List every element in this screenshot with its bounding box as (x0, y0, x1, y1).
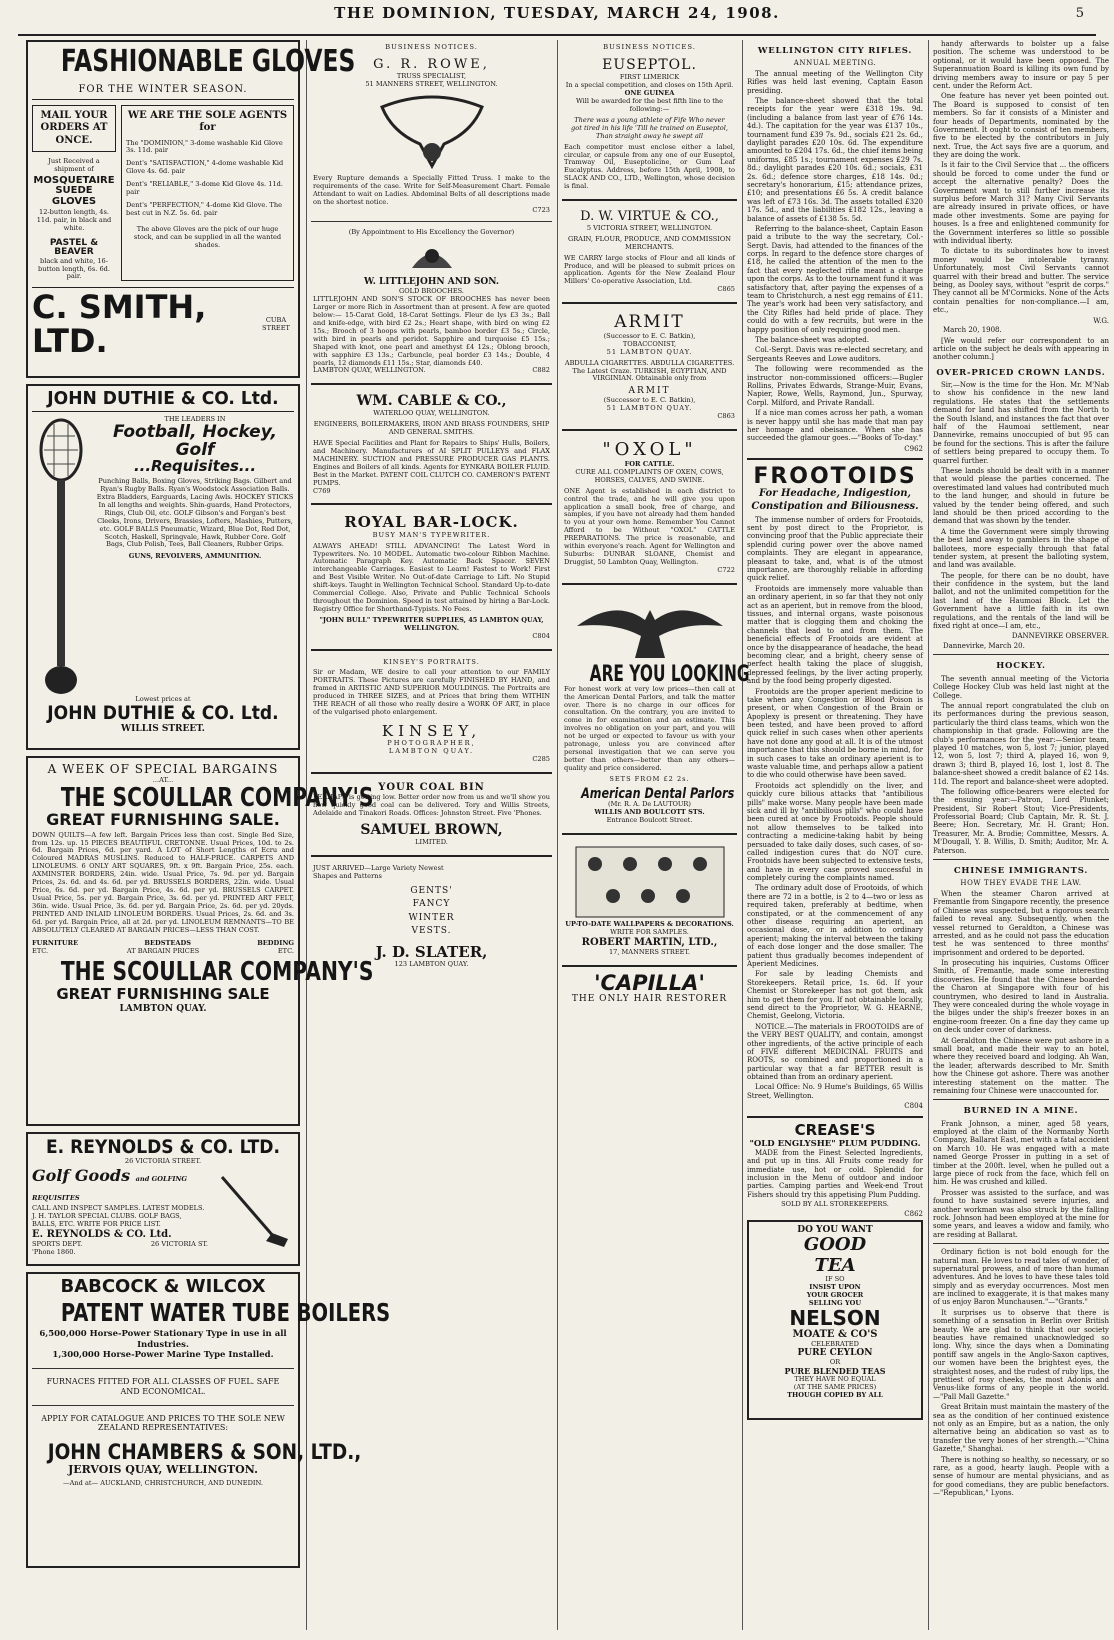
glove-item: The "DOMINION," 3-dome washable Kid Glove 3s. 11d. pair (126, 138, 283, 155)
glove-item: Dent's "RELIABLE," 3-dome Kid Glove 4s. 11d. pair (126, 180, 283, 197)
oxol-body: ONE Agent is established in each district to control the trade, and he will give you upon application a small book, free of charge, and samples, if you have not already had them handed to you at your own home. Remember You Cannot Afford to be Without "OXOL" CATTLE PREPARATIONS. The price is reasonable, and within everyone's reach. Agent for Wellington and Suburbs: DUNBAR SLOANE, Chemist and Druggist, 50 Lambton Quay, Wellington. (564, 486, 735, 566)
euseptol-limerick: FIRST LIMERICK (619, 73, 680, 82)
euseptol-name: EUSEPTOL. (602, 57, 697, 74)
dental-body: For honest work at very low prices—then call at the American Dental Parlors, and talk the matter over. There is no charge in our offices for consultation. On the contrary, you are invited to come in for examination and an estimate. This involves no obligation on your part, and you will not be urged or expected to favour us with your patronage, unless you are convinced after personal investigation that we can serve you better than others—better than any others—quality and price considered. (564, 684, 735, 772)
oxol-sub: CURE ALL COMPLAINTS OF OXEN, COWS, HORSES, CALVES, AND SWINE. (575, 467, 724, 484)
duthie-body: Punching Balls, Boxing Gloves, Striking Bags. Gilbert and Ryan's Rugby Balls. Ryan's Woodstock Association Balls. Extra Bladders, Earguards, Lacing Awls. HOCKEY STICKS In all lengths and weights. Shin-guards, Hand Protectors, Rings, Club Oil, etc. GOLF Gibson's and Forgan's best Cleeks, Irons, Drivers, Brassies, Lofters, Mashies, Putters, etc. GOLF BALLS Pneumatic, Wizard, Blue Dot, Red Dot, Scotch, Haskell, Springvale, Hawk, Rubber Core. Golf Bags, Club Polish, Tees, Ball Cleaners, Rubber Grips. (96, 477, 294, 549)
stationary-line: 6,500,000 Horse-Power Stationary Type in use in all Industries. (39, 1329, 287, 1350)
coal-head: YOUR COAL BIN (378, 781, 485, 793)
truss-icon (372, 92, 492, 172)
euseptol-ad (562, 54, 737, 194)
column-4 (747, 40, 923, 1630)
tea-line: PURE CEYLON (797, 1348, 873, 1359)
martin-ad (562, 840, 737, 960)
tennis-racket-icon (32, 416, 90, 696)
lowest-prices: Lowest prices at (135, 694, 191, 703)
tea-line: CELEBRATED (811, 1339, 859, 1348)
gloves-note: The above Gloves are the pick of our huge stock, and can be supplied in all the wanted shades. (133, 224, 282, 249)
gloves-title: FASHIONABLE GLOVES (60, 44, 356, 79)
tea-line: INSIST UPON (809, 1283, 861, 1292)
paragraph: handy afterwards to bolster up a false position. The scheme was understood to be optional, or it would have been opposed. The Superannuation Board is killing its own fund by driving members away to insure or pay 5 per cent. under the Reform Act. (933, 40, 1109, 90)
euseptol-body: Each competitor must enclose either a label, circular, or capsule from any one of our Euseptol, Tramway Oil, Euseptolicine, or Gum Leaf Eucalyptus. Address, before 15th April, 1908, to SLACK AND CO., LTD., Wellington, whose decision is final. (564, 142, 735, 191)
glove-item: Dent's "SATISFACTION," 4-dome washable Kid Glove 4s. 6d. pair (126, 159, 284, 176)
paragraph: The people, for there can be no doubt, have their confidence in the system, but the land ballot, and not the unlimited competition for the last land of the Haumoai Block. Let the Government have a little faith in its own regulations, and the rentals of the land will be fixed right at once—I am, etc., (933, 571, 1109, 631)
wallpaper-pattern-icon (575, 846, 725, 918)
babcock-name: BABCOCK & WILCOX (60, 1276, 266, 1297)
barlock-code: C804 (532, 631, 550, 640)
paragraph: When the steamer Charon arrived at Fremantle from Singapore recently, the presence of Chinese was suspected, but a rigorous search failed to reveal any. Subsequently, when the vessel returned to Geraldton, a Chinese was arrested, and as he could not pass the education test he was sentenced to three months' imprisonment and ordered to be deported. (933, 889, 1109, 957)
cable-name: WM. CABLE & CO., (356, 393, 507, 410)
slater-body: JUST ARRIVED—Large Variety Newest Shapes and Patterns (313, 863, 444, 880)
cable-address: WATERLOO QUAY, WELLINGTON. (373, 409, 490, 418)
armit-body: ABDULLA CIGARETTES. ABDULLA CIGARETTES. The Latest Craze. TURKISH, EGYPTIAN, AND VIRGINIAN. Obtainable only from (564, 358, 735, 383)
paragraph: Frootoids act splendidly on the liver, and quickly cure bilious attacks that "antibilious pills" make worse. Many people have been made sick and ill by "antibilious pills" who could have been cured at once by Frootoids. People should not allow themselves to be talked into contracting a medicine-taking habit by being persuaded to take daily doses, such cases, of so-called indigestion cures that do NOT cure. Frootoids have been subjected to extensive tests, and have in every case proved successful in completely curing the complaints named. (747, 781, 923, 883)
scoullar-ad (26, 756, 374, 1126)
paragraph: The annual meeting of the Wellington City Rifles was held last evening, Captain Eason presiding. (747, 69, 923, 95)
slater-address: 123 LAMBTON QUAY. (394, 959, 469, 968)
armit-trade: TOBACCONIST, (622, 339, 677, 348)
crease-sold: SOLD BY ALL STOREKEEPERS. (781, 1200, 889, 1209)
tea-line: TEA (814, 1254, 856, 1276)
scoullar-at: ...AT... (152, 775, 174, 784)
willis-street: WILLIS STREET. (121, 723, 205, 734)
barlock-ad (311, 510, 552, 643)
mail-order-box: MAIL YOUR ORDERS AT ONCE. (32, 105, 116, 152)
frootoids-code: C804 (904, 1102, 923, 1111)
kinsey-code: C285 (532, 755, 550, 763)
littlejohn-name: W. LITTLEJOHN AND SON. (363, 277, 499, 288)
street-1: CUBA (265, 316, 287, 325)
column-divider (742, 40, 743, 1630)
page-number: 5 (1075, 6, 1084, 21)
paragraph: The ordinary adult dose of Frootoids, of which there are 72 in a bottle, is 2 to 4—two or less as required taken, preferably at bedtime, when constipated, or at the commencement of any other disease requiring an aperient, an occasional dose, or in addition to ordinary aperient; making the interval between the taking of each dose longer and the dose smaller. The patient thus gradually becomes independent of Aperient Medicines. (747, 884, 923, 968)
scoullar-address: LAMBTON QUAY. (119, 1004, 207, 1015)
gold-brooches: GOLD BROOCHES. (398, 287, 465, 296)
virtue-body: WE CARRY large stocks of Flour and all kinds of Produce, and will be pleased to submit prices on application. Agents for the New Zealand Flour Millers' Co-operative Association, Ltd. (564, 253, 735, 286)
dental-ad (562, 590, 750, 828)
paragraph: Col.-Sergt. Davis was re-elected secretary, and Sergeants Reeves and Lowe auditors. (747, 346, 923, 363)
dateline: Dannevirke, March 20. (943, 641, 1025, 650)
crest-icon (407, 240, 457, 274)
paragraph: Ordinary fiction is not bold enough for the natural man. He loves to read tales of wonder, of supernatural prowess, and of more than human adventures. And he loves to have these tales told simply and as everyday occurrences. Most men are inclined to exaggerate, it is that makes many of us enjoy Baron Munchausen."—"Grants." (933, 1248, 1109, 1307)
chinese-headline: CHINESE IMMIGRANTS. (953, 866, 1089, 877)
barlock-firm: "JOHN BULL" TYPEWRITER SUPPLIES, 45 LAMBTON QUAY, WELLINGTON. (319, 615, 544, 632)
paragraph: Frank Johnson, a miner, aged 58 years, employed at the claim of the Normanby North Company, Ballarat East, met with a fatal accident on March 10. He was engaged with a mate named George Prosser in putting in a set of timber at the 200ft. level, when he pulled out a large piece of rock from the face, which fell on him. He was crushed and killed. (933, 1119, 1109, 1187)
rowe-ad (311, 54, 552, 217)
paragraph: To dictate to its subordinates how to invest money would be intolerable tyranny. Unfortunately, most Civil Servants cannot quarrel with their bread and butter. The service being, as Dooley says, without "esprit de corps." They cannot all be M'Cormicks. None of the Acts contain penalties for non-compliance.—I am, etc., (933, 247, 1109, 315)
oxol-ad (562, 436, 737, 578)
oxol-name: "OXOL" (602, 439, 697, 461)
business-notices-header-2: BUSINESS NOTICES. (603, 43, 696, 51)
editor-note: [We would refer our correspondent to an article on the subject he deals with appearing in another column.] (933, 336, 1109, 362)
virtue-code: C865 (717, 285, 735, 294)
paragraph: There is nothing so healthy, so necessary, or so rare, as a good, hearty laugh. People with a sense of humour are mental physicians, and as for good comedians, they are public benefactors.—"Republican," Lyons. (933, 1455, 1109, 1498)
duthie-title: JOHN DUTHIE & CO. Ltd. (32, 390, 294, 412)
slater-item: VESTS. (411, 926, 452, 937)
dental-entrance: Entrance Boulcott Street. (606, 816, 693, 825)
slater-item: WINTER (408, 912, 455, 923)
paragraph: At Geraldton the Chinese were put ashore in a small boat, and made their way to an hotel, where they received board and lodging. Ah Wan, the leader, afterwards described to Mr. Smith how the Chinese got ashore. There was another interesting statement on the matter. The remaining four Chinese were unaccounted for. (933, 1036, 1109, 1095)
furnaces-line: FURNACES FITTED FOR ALL CLASSES OF FUEL. SAFE AND ECONOMICAL. (46, 1377, 280, 1396)
cable-trade: ENGINEERS, BOILERMAKERS, IRON AND BRASS FOUNDERS, SHIP AND GENERAL SMITHS. (313, 420, 550, 437)
kinsey-address: LAMBTON QUAY. (388, 747, 475, 756)
tea-line: PURE BLENDED TEAS (784, 1365, 886, 1376)
littlejohn-code: C882 (532, 366, 550, 375)
rifles-code: C962 (904, 444, 923, 453)
reynolds-name: E. REYNOLDS & CO. LTD. (45, 1136, 281, 1158)
scoullar-sale-2: GREAT FURNISHING SALE (56, 984, 270, 1003)
barlock-body: ALWAYS AHEAD! STILL ADVANCING! The Latest Word in Typewriters. No. 10 MODEL. Automatic two-colour Ribbon Machine. Automatic Paragraph Key. Automatic Back Spacer. SEVEN interchangeable Carriages. Easiest to Learn! Fastest to Work! First and Best Visible Writer. No Out-of-date Carriage to Lift. No Stupid shift-keys. Taught in Wellington Technical School. Standard Up-to-date Commercial College. Also, Private and Public Technical Schools throughout the Dominion. Speed in test attained by hiring a Bar-Lock. Registry Office for Shorthand-Typists. No Fees. (313, 541, 551, 613)
mosquetaire-title: MOSQUETAIRE SUEDE GLOVES (33, 174, 115, 207)
at-bargain-prices: AT BARGAIN PRICES (126, 947, 200, 956)
virtue-address: 5 VICTORIA STREET, WELLINGTON. (586, 223, 713, 232)
column-divider (928, 40, 929, 1630)
armit-successor: (Successor to E. C. Batkin), (603, 331, 696, 340)
coal-body: PERHAPS is getting low. Better order now from us and we'll show you how quickly good coal can be delivered. Tory and Willis Streets, Adelaide and Tinakori Roads. Offices: Johnston Street. Five 'Phones. (313, 793, 550, 817)
signature: DANNEVIRKE OBSERVER. (1011, 632, 1109, 641)
requisites: ...Requisites... (133, 457, 257, 476)
frootoids-name: FROOTOIDS (753, 464, 917, 490)
virtue-ad (562, 206, 737, 297)
kinsey-trade: PHOTOGRAPHER, (387, 739, 476, 748)
littlejohn-body: LITTLEJOHN AND SON'S STOCK OF BROOCHES has never been Larger or more Rich in Assortment than at present. A few are quoted below:— 15-Carat Gold, 18-Carat Settings. Fleur de lys £3 3s.; Ball and knife-edge, with bird £2 2s.; Heart shape, with bird on wing £2 15s.; Brooch of 3 hoops with pearls, bamboo border £3 5s.; Circle, with bird in pearls and peridot. Sapphire and turquoise £5 15s.; Shaped with knot, one pearl and amethyst £4 12s.; Oblong brooch, with sapphire £3 13s.; Carbuncle, peal border £3 14s.; Double, 4 pearls, 12 diamonds £11 15s.; Star, diamonds £40. (313, 295, 550, 367)
tea-line: THEY HAVE NO EQUAL (794, 1374, 876, 1383)
martin-wallpapers: UP-TO-DATE WALLPAPERS & DECORATIONS. (565, 920, 734, 929)
tea-line: IF SO (825, 1275, 845, 1284)
oxol-for: FOR CATTLE. (624, 459, 675, 468)
column-divider (557, 40, 558, 1630)
cable-ad (311, 390, 552, 498)
virtue-trade: GRAIN, FLOUR, PRODUCE, AND COMMISSION MERCHANTS. (567, 234, 732, 251)
barlock-name: ROYAL BAR-LOCK. (344, 513, 519, 532)
paragraph: Great Britain must maintain the mastery of the sea as the condition of her continued existence not only as an Empire, but as a nation, the only alternative being an abdication so vast as to transfer the very bones of her strength.—"China Gazette," Shanghai. (933, 1403, 1109, 1454)
paragraph: It surprises us to observe that there is something of a sensation in Berlin over British beauty. We are glad to think that our society beauties have remained unacknowledged so long. Why, since the days when a Dominating pontiff saw angels in the Anglo-Saxon captives, our women have been the brightest eyes, the straightest noses, and the rudest of ruby lips, the prettiest of rosy cheeks, the most Adonis and Venus-like forms of any people in the world.—"Pall Mall Gazette." (933, 1308, 1109, 1401)
chambers-branches: —And at— AUCKLAND, CHRISTCHURCH, AND DUNEDIN. (63, 1478, 263, 1487)
slater-item: GENTS' (410, 885, 453, 896)
reynolds-ad (26, 1132, 300, 1266)
column-divider (306, 40, 307, 1630)
slater-item: FANCY (412, 899, 451, 910)
crease-name: CREASE'S (794, 1120, 876, 1139)
duthie-ad (26, 384, 300, 750)
cable-code: C769 (313, 486, 331, 495)
armit-name-2: ARMIT (628, 386, 671, 397)
rowe-trade: TRUSS SPECIALIST, (396, 72, 467, 81)
paragraph: In prosecuting his inquiries, Customs Officer Smith, of Fremantle, made some interesting discoveries. He found that the Chinese boarded the Charon at Singapore with four of his countrymen, who desired to land in Australia. They were concealed during the whole voyage in the bilges under the ship's freezer boxes in an engine-room freezer. On a fine day they came up on deck under cover of darkness. (933, 959, 1109, 1035)
rowe-address: 51 MANNERS STREET, WELLINGTON. (365, 80, 498, 89)
furniture: FURNITURE (32, 939, 79, 948)
paragraph: NOTICE.—The materials in FROOTOIDS are of the VERY BEST QUALITY, and contain, amongst other ingredients, of the active principle of each of FIVE different MEDICINAL FRUITS and ROOTS, so combined and proportioned in a particular way that a far BETTER result is obtained than from an ordinary aperient. (747, 1022, 923, 1082)
littlejohn-ad (311, 226, 552, 378)
scoullar-name-2: THE SCOULLAR COMPANY'S (60, 957, 374, 988)
bedsteads: BEDSTEADS (144, 939, 191, 948)
tea-line: YOUR GROCER (806, 1291, 864, 1300)
reynolds-address: 26 VICTORIA ST. (150, 1239, 208, 1248)
business-notices-header: BUSINESS NOTICES. (385, 43, 478, 51)
rifles-subhead: ANNUAL MEETING. (793, 59, 877, 68)
paragraph: The following were recommended as the instructor non-commissioned officers:—Bugler Rollins, Privates Edwards, Strange-Muir, Evans, Napier, Rowe, Wells, Raymond, Jun., Spurway, Corpl. Milford, and Private Randall. (747, 365, 923, 407)
babcock-ad (26, 1272, 391, 1568)
masthead-rule (18, 34, 1096, 36)
paragraph: The annual report congratulated the club on its performances during the previous season, particularly the third class teams, which won the championship in that grade. Following are the club's performances for the year:—Senior team, played 10 matches, won 5, lost 7; junior, played 12, won 5, lost 7; third A, played 16, won 9, drawn 3; third B, played 16, lost 1, lost 8. The balance-sheet showed a credit balance of £2 14s. 11d. The report and balance-sheet were adopted. (933, 702, 1109, 786)
are-you-looking: ARE YOU LOOKING (589, 661, 750, 687)
pastel-detail: black and white, 16-button length, 6s. 6d. pair. (38, 256, 110, 281)
paragraph: Sir,—Now is the time for the Hon. Mr. M'Nab to show his confidence in the new land regulations. He states that the settlements demand for land has shifted from the North to the South Island, and instances the fact that over half of the Haumoai settlement, near Dannevirke, remains unoccupied of but 95 can be found for the sections. This is after the failure of settlers being prepared to occupy them. To quarrel further. (933, 381, 1109, 465)
paragraph: The immense number of orders for Frootoids, sent by post direct to the Proprietor, is convincing proof that the Public appreciate their splendid curing power over the above named complaints. They are elegant in appearance, pleasant to take, and, what is of the utmost importance, are thoroughly reliable in affording quick relief. (747, 515, 923, 583)
slater-firm: J. D. SLATER, (375, 942, 488, 961)
scoullar-body: DOWN QUILTS—A few left. Bargain Prices less than cost. Single Bed Size, from 12s. up. 15 PIECES BEAUTIFUL CRETONNE. Usual Prices, 10d. to 2s. 6d. Bargain Prices, 6d. per yard. A LOT of Short Lengths of Ecru and Coloured MADRAS MUSLINS. Reduced to HALF-PRICE. CARPETS AND LINOLEUMS. 6 ONLY ART SQUARES, 9ft. x 9ft. Bargain Price, 25s. each. AXMINSTER BORDERS, 24in. wide. Usual Price, 7s. 9d. per yd. Bargain Prices, 2s. 6d. and 4s. 6d. per yd. BRUSSELS BORDERS, 22in. wide. Usual Price, 6s. 6d. per yd. Bargain Price, 4s. 6d. per yd. BRUSSELS CARPET. Usual Price, 5s. per yd. Bargain Price, 3s. 6d. per yd. PRINTED ART FELT, 36in. wide. Usual Price, 3s. 6d. per yd. Bargain Price, 2s. 6d. per yd. 20yds. PRINTED AND INLAID LINOLEUM BORDERS. Usual Prices, 2s. 6d. and 3s. 6d. per yd. Bargain Price, all at 2d. per yd. LINOLEUM REMNANTS—TO BE ABSOLUTELY CLEARED AT BARGAIN PRICES—LESS THAN COST. (32, 830, 294, 934)
virtue-name: D. W. VIRTUE & CO., (580, 209, 719, 225)
nelson-tea-ad (747, 1220, 923, 1420)
armit-name: ARMIT (614, 312, 685, 333)
rowe-body: Every Rupture demands a Specially Fitted Truss. I make to the requirements of the case. Write for Self-Measurement Chart. Female Attendant to wait on Ladies. Abdominal Belts of all descriptions made on the shortest notice. (313, 173, 550, 206)
paragraph: Prosser was assisted to the surface, and was found to have sustained severe injuries, and another workman was also struck by the falling rock. Johnson had been employed at the mine for some years, and leaves a widow and family, who are residing at Ballarat. (933, 1188, 1109, 1239)
armit-code: C863 (717, 412, 735, 421)
reynolds-body: CALL AND INSPECT SAMPLES. LATEST MODELS. J. H. TAYLOR SPECIAL CLUBS. GOLF BAGS, BALLS, ETC. WRITE FOR PRICE LIST. (32, 1203, 205, 1228)
martin-samples: WRITE FOR SAMPLES. (610, 927, 689, 936)
paragraph: These lands should be dealt with in a manner that would please the parties concerned. The overestimated land values had contributed much to the land hunger, and should in future be valued by the tender being offered, and such land should be then priced according to the demand that was shown by the tender. (933, 467, 1109, 526)
samuel-brown: SAMUEL BROWN, (360, 821, 503, 838)
sole-agents: WE ARE THE SOLE AGENTS for (127, 110, 288, 134)
paragraph: Frootoids are the proper aperient medicine to take when any Congestion or Blood Poison is present, or when Congestion of the Brain or Apoplexy is present or threatening. They have been tested, and have been proved to afford quick relief in such cases when other aperients have not done any good at all. It is of the utmost importance that this should be borne in mind, for in such cases to take an ordinary aperient is to waste valuable time, and perhaps allow a patient to die who could otherwise have been saved. (747, 687, 923, 780)
guns: GUNS, REVOLVERS, AMMUNITION. (128, 552, 262, 561)
samuel-brown-ltd: LIMITED. (415, 837, 448, 846)
dental-sets: SETS FROM £2 2s. (609, 774, 690, 783)
kinsey-ad (311, 656, 552, 767)
marine-line: 1,300,000 Horse-Power Marine Type Installed. (52, 1349, 274, 1360)
scoullar-name: THE SCOULLAR COMPANY'S (60, 782, 374, 813)
street-2: STREET (262, 323, 290, 332)
column-2 (311, 40, 552, 1630)
tea-line: DO YOU WANT (797, 1224, 873, 1235)
gloves-subtitle: FOR THE WINTER SEASON. (32, 84, 294, 100)
dental-firm: American Dental Parlors (581, 785, 735, 802)
mine-headline: BURNED IN A MINE. (963, 1106, 1079, 1117)
tea-line: (AT THE SAME PRICES) (793, 1382, 877, 1391)
rowe-name: G. R. ROWE, (373, 57, 490, 73)
paragraph: One feature has never yet been pointed out. The Board is supposed to consist of ten members. So far it consists of a Minister and four heads of Departments, nominated by the Government. It ought to consist of ten members, five to be elected by the contributors in July next. True, the Act says five are a quorum, and they are doing the work. (933, 92, 1109, 160)
chambers-firm: JOHN CHAMBERS & SON, LTD., (47, 1440, 362, 1465)
crease-code: C862 (904, 1210, 923, 1219)
glove-item: Dent's "PERFECTION," 4-dome Kid Glove. The best cut in N.Z. 5s. 6d. pair (126, 201, 282, 217)
tea-line: GOOD (803, 1234, 867, 1256)
paragraph: For sale by leading Chemists and Storekeepers. Retail price, 1s. 6d. If your Chemist or Storekeeper has not got them, ask him to get them for you. If not obtainable locally, send direct to the Proprietor, W. G. HEARNE, Chemist, Geelong, Victoria. (747, 970, 923, 1021)
gloves-ad (26, 40, 356, 378)
appointment: (By Appointment to His Excellency the Governor) (348, 228, 515, 237)
frootoids-sub: For Headache, Indigestion, Constipation and Biliousness. (751, 488, 919, 512)
tea-line: MOATE & CO'S (792, 1329, 878, 1341)
euseptol-prize: ONE GUINEA (624, 89, 675, 98)
littlejohn-address: LAMBTON QUAY, WELLINGTON. (313, 366, 426, 375)
golf-club-icon (214, 1171, 294, 1251)
cable-body: HAVE Special Facilities and Plant for Repairs to Ships' Hulls, Boilers, and Machinery. Manufacturers of AI SPLIT PULLEYS and FLAX MACHINERY. SUCTION and PRESSURE PRODUCER GAS PLANTS. Engines and Boilers of all kinds. Agents for EYNKARA BOILER FLUID. Best in the Market. PATENT COIL CLUTCH CO. CAMERON'S PATENT PUMPS. (313, 439, 550, 487)
coal-ad (311, 779, 552, 850)
reynolds-phone: 'Phone 1860. (32, 1247, 76, 1256)
etc-right: ETC. (277, 947, 294, 956)
capilla-name: 'CAPILLA' (594, 970, 705, 995)
pastel-title: PASTEL & BEAVER (49, 237, 99, 258)
dental-address: WILLIS AND BOULCOTT STS. (594, 808, 705, 817)
slater-ad (311, 862, 552, 972)
paragraph: The balance-sheet showed that the total receipts for the year were £318 19s. 9d. (including a balance from last year of £76 14s. 4d.). The capitation for the year was £137 10s., tournament fund £39 7s. 9d., socials £21 2s. 6d., daylight parades £20 10s. 6d. The expenditure amounted to £204 17s. 6d., the chief items being uniforms, £85 1s.; tournament expenses £29 7s. 8d.; daylight parades £20 10s. 6d.; socials, £31 2s. 6d.; defence store charges, £18 14s. 0d.; secretary's honorarium, £15; attendance prizes, £10; and presentations £6 5s. A credit balance was left of £73 16s. 3d. The assets totalled £320 17s. 5d., and the liabilities £182 12s., leaving a balance of assets of £138 5s. 5d. (747, 97, 923, 223)
mosquetaire-detail: 12-button length, 4s. 11d. pair, in black and white. (36, 208, 112, 232)
armit-address-2: 51 LAMBTON QUAY. (606, 404, 693, 413)
martin-address: 17, MANNERS STREET. (608, 948, 691, 957)
sports-dept: SPORTS DEPT. (32, 1239, 83, 1248)
paragraph: Is it fair to the Civil Service that ... the officers should be forced to come under the fund or accept the alternative penalty? Does the Government want to still further increase its surplus before March 31? Many Civil Servants are already insured in private offices, or have made other investments. Some are paying for houses. Is a free and enlightened community for the Government interferes so little so possible with individual liberty. (933, 161, 1109, 245)
tea-line: THOUGH COPIED BY ALL (787, 1390, 883, 1399)
column-3 (562, 40, 750, 1630)
armit-address: 51 LAMBTON QUAY. (606, 347, 693, 356)
paragraph: The seventh annual meeting of the Victoria College Hockey Club was held last night at the College. (933, 674, 1109, 700)
paragraph: Local Office: No. 9 Hume's Buildings, 65 Willis Street, Wellington. (747, 1083, 923, 1100)
bedding: BEDDING (257, 939, 294, 948)
crease-body: MADE from the Finest Selected Ingredients, and put up in tins. All Fruits come ready for immediate use, hot or cold. Splendid for inclusion in the Menu of outdoor and indoor parties. Camping parties and Week-end Trout Fishers should try this appetising Plum Pudding. (747, 1148, 923, 1199)
crown-lands-headline: OVER-PRICED CROWN LANDS. (936, 367, 1106, 378)
paragraph: Frootoids are immensely more valuable than an ordinary aperient, in so far that they not only act as an aperient, but in remove from the blood, tissues, and internal organs, waste poisonous matter that is clogging them and choking the channels that lead to and from them. The beneficial effects of Frootoids are evident at once by the disappearance of headache, the head becoming clear, and a bright, cheery sense of perfect health taking the place of sluggish, depressed feelings, by the liver acting properly, and by the food being properly digested. (747, 584, 923, 686)
reynolds-street: 26 VICTORIA STREET. (124, 1156, 202, 1165)
reynolds-firm: E. REYNOLDS & CO. Ltd. (32, 1228, 172, 1240)
armit-successor-2: (Successor to E. C. Batkin), (603, 396, 696, 405)
rifles-headline: WELLINGTON CITY RIFLES. (757, 46, 913, 56)
euseptol-awarded: Will be awarded for the best fifth line to the following:— (575, 97, 723, 113)
football-hockey-golf: Football, Hockey, Golf (113, 421, 277, 460)
crease-sub: "OLD ENGLYSHE" PLUM PUDDING. (749, 1138, 921, 1149)
chambers-address: JERVOIS QUAY, WELLINGTON. (68, 1463, 258, 1477)
boilers-title: PATENT WATER TUBE BOILERS (60, 1297, 391, 1327)
dateline: March 20, 1908. (943, 326, 1002, 335)
kinsey-name: KINSEY, (381, 721, 482, 740)
martin-firm: ROBERT MARTIN, LTD., (581, 936, 718, 948)
euseptol-closes: In a special competition, and closes on 15th April. (565, 81, 734, 90)
euseptol-verse: There was a young athlete of Fife Who never got tired in his life 'Till he trained on Euseptol, Than straight away he swept all (571, 115, 728, 140)
capilla-sub: THE ONLY HAIR RESTORER (571, 993, 728, 1004)
rowe-code: C723 (532, 205, 550, 214)
apply-line: APPLY FOR CATALOGUE AND PRICES TO THE SOLE NEW ZEALAND REPRESENTATIVES: (41, 1413, 285, 1433)
week-of-bargains: A WEEK OF SPECIAL BARGAINS (47, 762, 279, 776)
kinsey-head: KINSEY'S PORTRAITS. (383, 657, 480, 666)
hockey-headline: HOCKEY. (996, 661, 1046, 672)
tea-line: NELSON (789, 1306, 881, 1331)
column-6 (933, 40, 1109, 1630)
golf-goods: Golf Goods and GOLFING REQUISITES (32, 1165, 188, 1203)
leaders-in: THE LEADERS IN (164, 414, 226, 423)
tea-line: OR (829, 1357, 841, 1366)
paragraph: If a nice man comes across her path, a woman is never happy until she has made that man pay her homage and obeisance. When she has succeeded the glamour goes.—"Books of To-day." (747, 409, 923, 443)
paragraph: The following office-bearers were elected for the ensuing year:—Patron, Lord Plunket; President, Sir Robert Stout; Vice-Presidents, Professorial Board; Club Captain, Mr. R. St. J. Beere; Hon. Secretary, Mr. H. Grant; Hon. Treasurer, Mr. A. Brodie; Committee, Messrs. A. M'Dougall, Y. B. Willis, D. Smith; Auditor, Mr. A. Paterson. (933, 787, 1109, 855)
paragraph: Referring to the balance-sheet, Captain Eason paid a tribute to the way the secretary, Col.-Sergt. Davis, had attended to the finances of the corps. In regard to the defence store charges of £18, he called the attention of the men to the fact that every neglected rifle meant a charge upon the corps. As to the tournament fund it was satisfactory that, after paying the expenses of a team to Christchurch, a nest egg remains of £11. The year's work had been very satisfactory, and the City Rifles had held pride of place. They could do with a few recruits, but were in the happy position of only requiring good men. (747, 224, 923, 334)
signature: W.G. (1093, 316, 1109, 325)
kinsey-body: Sir or Madam, WE desire to call your attention to our FAMILY PORTRAITS. These Pictures are carefully FINISHED BY HAND, and framed in ARTISTIC AND SUPERIOR MOULDINGS. The Portraits are produced in THREE SIZES, and at Prices that bring them WITHIN THE REACH of all those who really desire a WORK OF ART, in place of the vulgarised photo enlargement. (313, 668, 550, 716)
etc-left: ETC. (32, 947, 49, 956)
tea-line: SELLING YOU (808, 1299, 862, 1308)
oxol-code: C722 (717, 565, 735, 574)
duthie-firm: JOHN DUTHIE & CO. Ltd. (47, 701, 279, 724)
scoullar-sale: GREAT FURNISHING SALE. (46, 809, 280, 829)
paragraph: The balance-sheet was adopted. (755, 336, 869, 344)
c-smith-logo: C. SMITH, LTD. (32, 288, 207, 360)
masthead-title: THE DOMINION, TUESDAY, MARCH 24, 1908. (334, 4, 780, 22)
just-received: Just Received a shipment of (48, 156, 100, 173)
chinese-subhead: HOW THEY EVADE THE LAW. (960, 879, 1082, 888)
dental-doctor: (Mr. R. A. De LAUTOUR) (608, 800, 691, 809)
barlock-sub: BUSY MAN'S TYPEWRITER. (372, 530, 491, 539)
eagle-icon (575, 596, 725, 660)
paragraph: A time the Government were simply throwing the best land away to gamblers in the shape of ballotees, more especially through that fatal tender system, at present the balloting system, and land was available. (933, 527, 1109, 570)
armit-ad (562, 309, 737, 424)
